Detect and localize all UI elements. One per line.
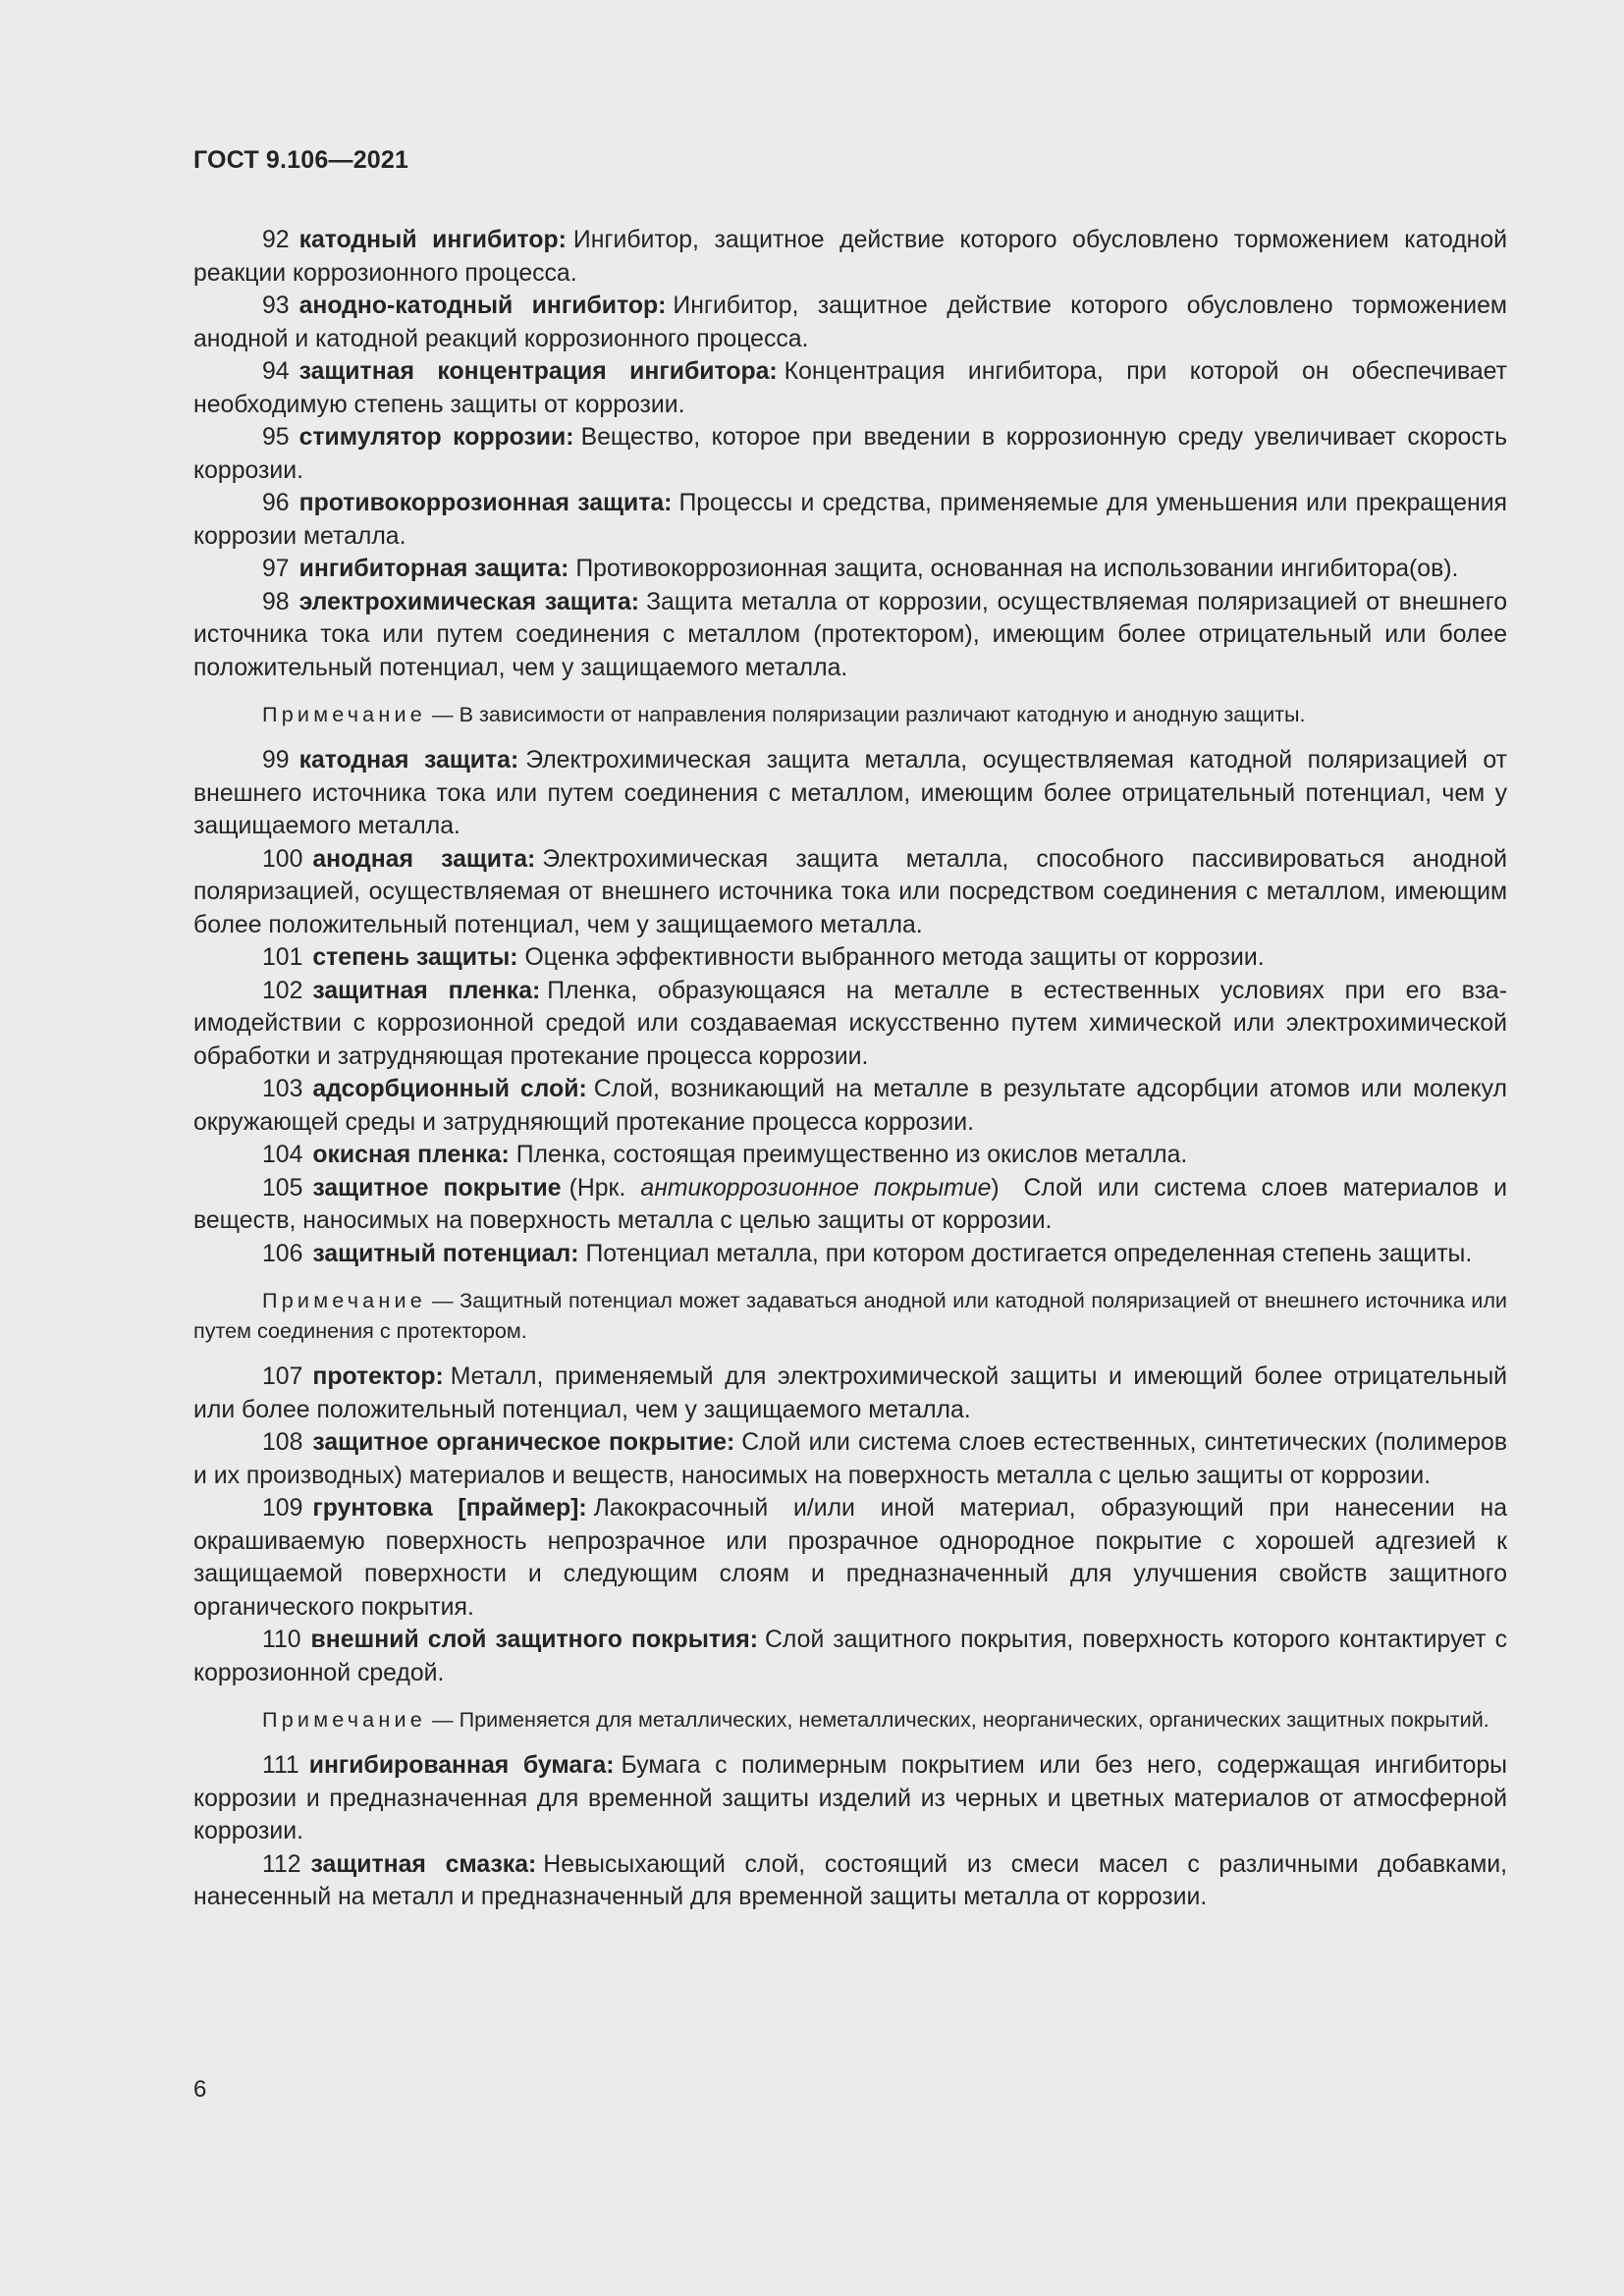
term-number: 106 <box>262 1240 303 1267</box>
term-definition: Слой или система слоев естественных, синтетических (полимеров и их производных) материалов и веществ, наносимых на поверхность металла с целью защиты от коррозии. <box>193 1429 1507 1489</box>
term-entry <box>193 1361 1507 1426</box>
term-number: 110 <box>262 1627 301 1653</box>
term-definition: Металл, применяемый для электрохимической защиты и имеющий более отрицательный или более положительный потенциал, чем у защищаемого металла. <box>193 1363 1507 1423</box>
term-number: 111 <box>262 1752 299 1779</box>
term-definition: Концентрация ингибитора, при которой он обеспечивает необходимую степень защиты от коррозии. <box>193 358 1507 418</box>
note <box>193 699 1507 729</box>
term-number: 97 <box>262 556 290 582</box>
term-number: 102 <box>262 977 303 1004</box>
term-number: 99 <box>262 747 290 774</box>
term-number: 94 <box>262 358 290 385</box>
document-body <box>193 224 1507 1914</box>
term-title: окисная пленка: <box>312 1142 510 1168</box>
term-title: степень защиты: <box>312 944 518 971</box>
page-number: 6 <box>193 2076 207 2103</box>
term-definition: Электрохимическая защита металла, осуществляемая катодной поляризацией от внешнего источника тока или путем соединения с металлом, имеющим более отрицательный потенциал, чем у защищаемого металла. <box>193 747 1507 839</box>
term-number: 107 <box>262 1363 303 1390</box>
term-title: грунтовка [праймер]: <box>312 1495 587 1522</box>
term-number: 109 <box>262 1495 303 1522</box>
term-definition: Вещество, которое при введении в коррозионную среду увеличивает скорость коррозии. <box>193 424 1508 484</box>
term-definition: Невысыхающий слой, состоящий из смеси масел с различными добавками, нанесенный на металл и предназначенный для временной защиты металла от коррозии. <box>193 1850 1508 1910</box>
term-number: 100 <box>262 845 303 873</box>
term-title: катодный ингибитор: <box>298 227 567 253</box>
note-text: — В зависимости от направления поляризации различают катодную и анодную защиты. <box>432 702 1306 726</box>
term-title: защитная концентрация ингибитора: <box>298 358 778 385</box>
term-entry <box>193 1139 1507 1172</box>
term-entry <box>193 355 1507 421</box>
term-title: защитное покрытие <box>312 1174 562 1201</box>
term-number: 108 <box>262 1429 303 1456</box>
term-number: 112 <box>262 1850 301 1878</box>
term-definition: Ингибитор, защитное действие которого обусловлено торможением катодной реакции коррозионного процесса. <box>193 227 1507 287</box>
deprecated-term: антикоррозионное покрытие <box>640 1174 992 1201</box>
term-title: защитная смазка: <box>310 1850 537 1878</box>
note-label: Примечание <box>262 702 426 726</box>
term-number: 96 <box>262 490 290 516</box>
term-title: катодная защита: <box>298 747 519 774</box>
term-definition: Слой, возникающий на металле в результате адсорбции атомов или молекул окружающей среды и затрудняющий протекание процесса коррозии. <box>193 1076 1507 1136</box>
term-title: защитная пленка: <box>312 977 541 1004</box>
term-entry <box>193 843 1507 942</box>
term-entry <box>193 586 1507 685</box>
term-definition: Лакокрасочный и/или иной материал, образующий при нанесении на окрашиваемую поверхность непрозрачное или прозрачное однородное покрытие с хорошей адгезией к защищаемой поверхности и следующим слоям и предназначенный для улучшения свойств защитного органического покрытия. <box>193 1495 1507 1621</box>
term-definition: Слой защитного покрытия, поверхность которого контактирует с коррозионной средой. <box>193 1627 1508 1686</box>
note-label: Примечание <box>262 1707 426 1732</box>
abbreviation: Нрк. <box>576 1174 626 1201</box>
page-header: ГОСТ 9.106—2021 <box>193 146 409 174</box>
term-definition: Процессы и средства, применяемые для уменьшения или прекращения коррозии металла. <box>193 490 1507 550</box>
term-number: 101 <box>262 944 303 971</box>
term-title: противокоррозионная защита: <box>298 490 673 516</box>
term-number: 92 <box>262 227 290 253</box>
term-number: 104 <box>262 1142 303 1168</box>
note-text: — Применяется для металлических, неметаллических, неорганических, органических защитных покрытий. <box>432 1707 1489 1732</box>
term-entry <box>193 1426 1507 1492</box>
term-title: электрохимическая защита: <box>298 588 640 615</box>
note <box>193 1704 1507 1735</box>
term-entry <box>193 975 1507 1074</box>
term-entry <box>193 421 1507 487</box>
term-title: защитный потенциал: <box>312 1240 579 1267</box>
term-entry <box>193 1238 1507 1271</box>
term-title: адсорбционный слой: <box>312 1076 587 1102</box>
term-definition: Потенциал металла, при котором достигается определенная степень защиты. <box>585 1240 1473 1267</box>
term-title: анодная защита: <box>312 845 536 873</box>
term-title: ингибиторная защита: <box>298 556 569 582</box>
term-entry <box>193 1624 1507 1689</box>
note <box>193 1285 1507 1346</box>
term-number: 98 <box>262 588 290 615</box>
term-definition: Пленка, состоящая преимущественно из окислов металла. <box>515 1142 1188 1168</box>
term-entry <box>193 487 1507 553</box>
note-label: Примечание <box>262 1288 426 1312</box>
term-title: стимулятор коррозии: <box>298 424 574 451</box>
term-title: защитное органическое покрытие: <box>312 1429 735 1456</box>
term-definition: Бумага с полимерным покрытием или без него, содержащая ингибиторы коррозии и предназначенная для временной защиты изделий из черных и цветных материалов от атмосферной коррозии. <box>193 1752 1507 1844</box>
term-entry: 105 защитное покрытие (Нрк. антикоррозионное покрытие) Слой или система слоев материалов и веществ, наносимых на поверхность металла с целью защиты от коррозии. <box>193 1174 1507 1234</box>
term-definition: Противокоррозионная защита, основанная на использовании ингибитора(ов). <box>575 556 1459 582</box>
term-title: анодно-катодный ингибитор: <box>298 293 667 319</box>
term-definition: Электрохимическая защита металла, способного пассивироваться анодной поляризацией, осуществляемая от внешнего источника тока или посредством соединения с металлом, имеющим более положительный потенциал, чем у защищаемого металла. <box>193 845 1508 938</box>
term-definition: Оценка эффективности выбранного метода защиты от коррозии. <box>524 944 1265 971</box>
term-entry <box>193 1492 1507 1624</box>
term-entry <box>193 1848 1507 1914</box>
term-entry <box>193 553 1507 586</box>
term-entry <box>193 290 1507 355</box>
term-definition: Ингибитор, защитное действие которого обусловлено торможением анодной и катодной реакций коррозионного процесса. <box>193 293 1507 352</box>
term-entry <box>193 941 1507 975</box>
term-number: 95 <box>262 424 290 451</box>
note-text: — Защитный потенциал может задаваться анодной или катодной поляризацией от внешнего источника или путем соединения с протектором. <box>193 1288 1507 1343</box>
term-title: протектор: <box>312 1363 444 1390</box>
term-entry <box>193 1073 1507 1139</box>
term-title: ингибированная бумага: <box>308 1752 615 1779</box>
term-number: 105 <box>262 1174 303 1201</box>
term-number: 93 <box>262 293 290 319</box>
term-definition: Слой или система слоев материалов и веществ, наносимых на поверхность металла с целью защиты от коррозии. <box>193 1174 1507 1234</box>
term-number: 103 <box>262 1076 303 1102</box>
term-definition: Пленка, образующаяся на металле в естественных условиях при его взаимодействии с коррозионной средой или создаваемая искусственно путем химической или электрохимической обработки и затрудняющая протекание процесса коррозии. <box>193 977 1507 1070</box>
term-entry <box>193 1749 1507 1848</box>
term-entry <box>193 224 1507 290</box>
term-entry <box>193 744 1507 843</box>
term-definition: Защита металла от коррозии, осуществляемая поляризацией от внешнего источника тока или путем соединения с металлом (протектором), имеющим более отрицательный или более положительный потенциал, чем у защищаемого металла. <box>193 588 1507 681</box>
term-title: внешний слой защитного покрытия: <box>310 1627 758 1653</box>
